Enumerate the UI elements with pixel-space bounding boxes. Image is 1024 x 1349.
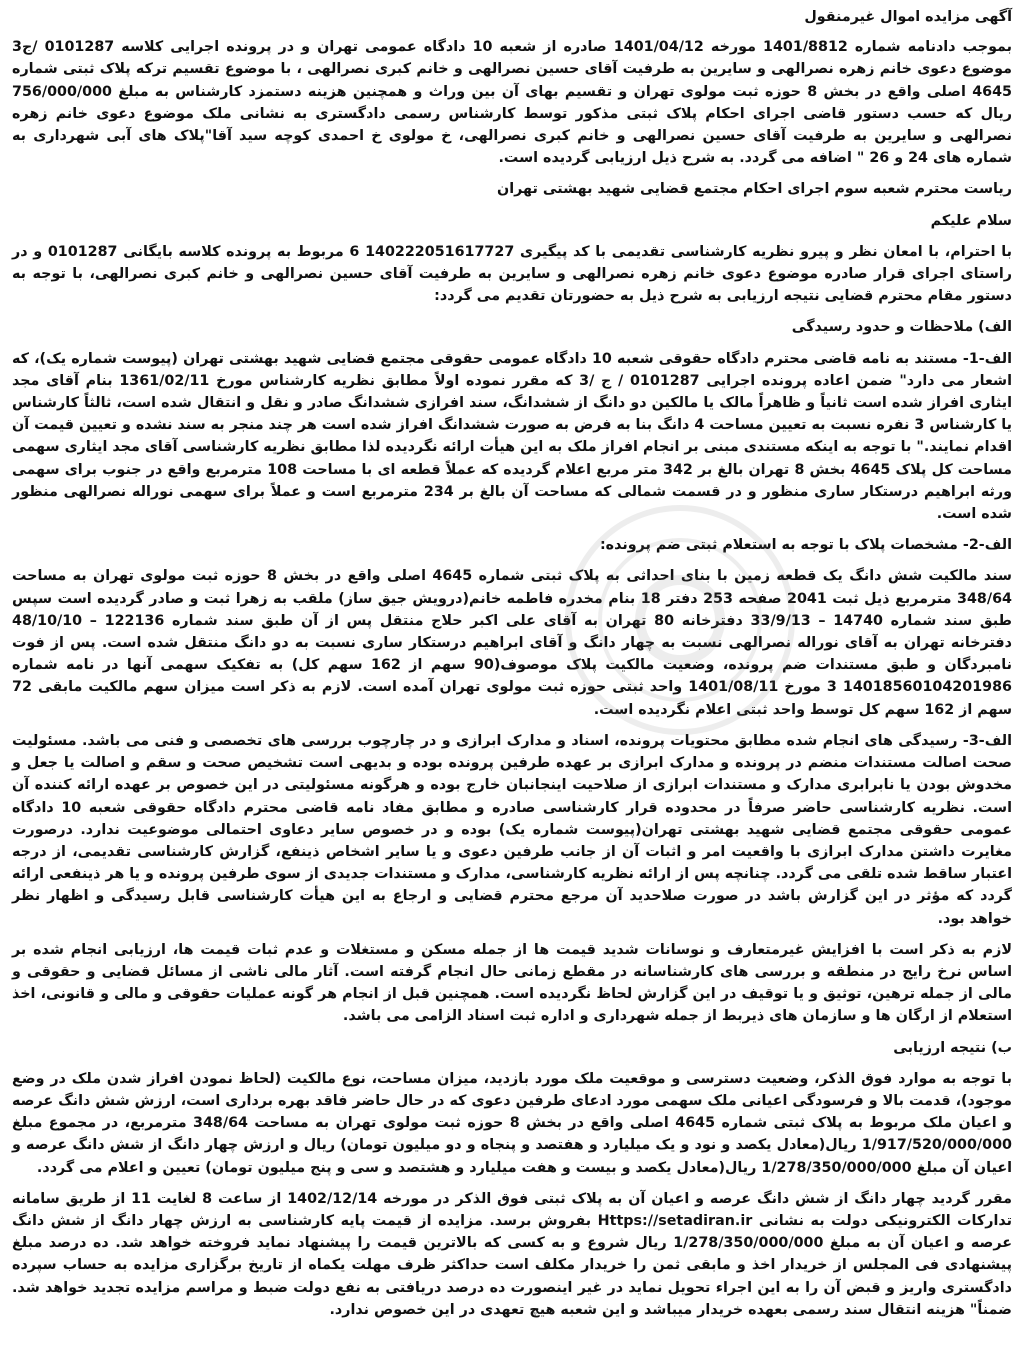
closing-paragraph: مقرر گردید چهار دانگ از شش دانگ عرصه و اعیان آن به پلاک ثبتی فوق الذکر در مورخه 1402/12/14 از ساعت 8 لغایت 11 از طریق سامانه تدارکات الکترونیکی دولت به نشانی Https://setadiran.ir بفروش برسد. مزایده از قیمت پایه کارشناسی به ارزش چهار دانگ از شش دانگ عرصه و اعیان آن به مبلغ 1/278/350/000/000 ریال شروع و به کسی که بالاترین قیمت را پیشنهاد نماید فروخته خواهد شد. ده درصد مبلغ پیشنهادی فی المجلس از خریدار اخذ و مابقی ثمن را خریدار مکلف است حداکثر ظرف مهلت یکماه از تاریخ برگزاری مزایده به حساب سپرده دادگستری واریز و قبض آن را به این اجراء تحویل نماید در غیر اینصورت ده درصد دریافتی به نفع دولت ضبط و مراسم مزایده تجدید خواهد شد. ضمناً" هزینه انتقال سند رسمی بعهده خریدار میباشد و این شعبه هیچ تعهدی در این خصوص ندارد. [12,1190,1013,1318]
intro-paragraph: بموجب دادنامه شماره 1401/8812 مورخه 1401/04/12 صادره از شعبه 10 دادگاه عمومی تهران و در پرونده اجرایی کلاسه 0101287 /ج3 موضوع دعوی خانم زهره نصرالهی و سایرین به طرفیت آقای حسین نصرالهی و خانم کبری نصرالهی ، با موضوع تقسیم ترکه پلاک ثبتی شماره 4645 اصلی واقع در بخش 8 حوزه ثبت مولوی تهران و تقسیم بهای آن بین وراث و همچنین هزینه دستمزد کارشناس به مبلغ 756/000/000 ریال که حسب دستور قاضی اجرای احکام پلاک ثبتی مذکور توسط کارشناس رسمی دادگستری به نشانی ملک موضوع دعوی خانم زهره نصرالهی و سایرین به طرفیت آقای حسین نصرالهی و خانم کبری نصرالهی، خ مولوی خ احمدی کوچه سید آقا"پلاک های آبی شهرداری به شماره های 24 و 26 " اضافه می گردد. به شرح ذیل ارزیابی گردیده است. [12,39,1012,167]
addressee-line: ریاست محترم شعبه سوم اجرای احکام مجتمع قضایی شهید بهشتی تهران [497,181,1012,198]
greeting-line: سلام علیکم [930,212,1012,229]
section-a2-heading: الف-2- مشخصات پلاک با توجه به استعلام ثبتی ضم پرونده: [599,537,1012,554]
auction-notice-document [12,6,1012,1343]
note-paragraph: لازم به ذکر است با افزایش غیرمتعارف و نوسانات شدید قیمت ها از جمله مسکن و مستغلات و عدم ثبات قیمت ها، ارزیابی انجام شده بر اساس نرخ رایج در منطقه و بررسی های کارشناسانه در مقطع زمانی حال انجام گرفته است. آثار مالی ناشی از مسائل قضایی و حقوقی و مالی از جمله ترهین، توثیق و یا توقیف در این گزارش لحاظ نگردیده است. همچنین قبل از انجام هر گونه عملیات حقوقی و مالی و قانونی، اخذ استعلام از ارگان ها و سازمان های ذیربط از جمله شهرداری و اداره ثبت اسناد الزامی می باشد. [12,941,1012,1025]
section-b-paragraph: با توجه به موارد فوق الذکر، وضعیت دسترسی و موقعیت ملک مورد بازدید، میزان مساحت، نوع مالکیت (لحاظ نمودن افراز شدن ملک در وضع موجود)، قدمت بالا و فرسودگی اعیانی ملک سهمی مورد ادعای طرفین دعوی که در حال حاضر فاقد بهره برداری است، ارزش شش دانگ عرصه و اعیان ملک مربوط به پلاک ثبتی شماره 4645 اصلی واقع در بخش 8 حوزه ثبت مولوی تهران به مساحت 348/64 مترمربع، در مجموع مبلغ 1/917/520/000/000 ریال(معادل یکصد و نود و یک میلیارد و هفتصد و پنجاه و دو میلیون تومان) ریال و ارزش چهار دانگ از شش دانگ عرصه و اعیان آن مبلغ 1/278/350/000/000 ریال(معادل یکصد و بیست و هفت میلیارد و هشتصد و سی و پنج میلیون تومان) تعیین و اعلام می گردد. [12,1070,1012,1176]
preamble-paragraph: با احترام، با امعان نظر و پیرو نظریه کارشناسی تقدیمی با کد پیگیری 140222051617727 6 مربوط به پرونده کلاسه بایگانی 0101287 و در راستای اجرای قرار صادره موضوع دعوی خانم زهره نصرالهی و سایرین به طرفیت آقای حسین نصرالهی و خانم کبری نصرالهی، با توجه به دستور مقام محترم قضایی نتیجه ارزیابی به شرح ذیل به حضورتان تقدیم می گردد: [12,243,1012,305]
section-a3-paragraph: الف-3- رسیدگی های انجام شده مطابق محتویات پرونده، اسناد و مدارک ابرازی و در چارچوب بررسی های تخصصی و فنی می باشد. مسئولیت صحت اصالت مستندات منضم در پرونده و مدارک ابرازی بر عهده طرفین پرونده بوده و بدیهی است تشخیص صحت و سقم و اصالت یا جعل و مخدوش بودن یا نابرابری مدارک و مستندات ابرازی از صلاحیت اینجانبان خارج بوده و هرگونه مسئولیتی در این خصوص بر عهده ارائه کننده آن است. نظریه کارشناسی حاضر صرفاً در محدوده قرار کارشناسی صادره و مطابق مفاد نامه قاضی محترم دادگاه حقوقی شعبه 10 دادگاه عمومی حقوقی مجتمع قضایی شهید بهشتی تهران(پیوست شماره یک) بوده و در خصوص سایر دعاوی احتمالی موضوعیت ندارد. درصورت مغایرت داشتن مدارک ابرازی با واقعیت امر و اثبات آن از جانب طرفین دعوی و یا سایر اشخاص ذینفع، گزارش کارشناسی تقدیمی، از درجه اعتبار ساقط شده تلقی می گردد. چنانچه پس از ارائه نظریه کارشناسی، مدارک و مستندات جدیدی از سوی طرفین پرونده و یا هر ذینفعی ارائه گردد که مؤثر در این گزارش باشد در صورت صلاحدید آن مرجع محترم قضایی و ارجاع به این هیأت کارشناسی قابل رسیدگی و اظهار نظر خواهد بود. [12,732,1012,927]
section-b-heading: ب) نتیجه ارزیابی [893,1039,1012,1056]
section-a2-paragraph: سند مالکیت شش دانگ یک قطعه زمین با بنای احداثی به پلاک ثبتی شماره 4645 اصلی واقع در بخش 8 حوزه ثبت مولوی تهران به مساحت 348/64 مترمربع ذیل ثبت 2041 صفحه 253 دفتر 18 بنام مخدره فاطمه خانم(درویش جیق ساز) ملقب به زهرا ثبت و صادر گردیده است سپس طبق سند شماره 14740 – 33/9/13 دفترخانه 80 تهران به آقای علی اکبر حلاج منتقل پس از آن طبق سند شماره 122136 – 48/10/10 دفترخانه تهران به آقای نوراله نصرالهی نسبت به چهار دانگ و آقای ابراهیم درستکار ساری نسبت به دو دانگ منتقل شده است. پس از فوت نامبردگان و طبق مستندات ضم پرونده، وضعیت مالکیت پلاک موصوف(90 سهم از 162 سهم کل) به تفکیک سهمی آنها در نامه شماره 14018560104201986 3 مورخ 1401/08/11 واحد ثبتی حوزه ثبت مولوی تهران آمده است. لازم به ذکر است میزان سهم مالکیت مابقی 72 سهم از 162 سهم کل توسط واحد ثبتی اعلام نگردیده است. [12,568,1013,718]
section-a1-paragraph: الف-1- مستند به نامه قاضی محترم دادگاه حقوقی شعبه 10 دادگاه عمومی حقوقی مجتمع قضایی شهید بهشتی تهران (پیوست شماره یک)، که اشعار می دارد" ضمن اعاده پرونده اجرایی 0101287 / ج /3 که مقرر نموده اولاً مطابق نظریه کارشناس مورخ 1361/02/11 بنام آقای مجد ایثاری افراز شده است ثانیاً و ظاهراً مالک یا مالکین دو دانگ از ششدانگ، سند افرازی ششدانگ صادر و نقل و انتقال شده است، ثالثاً کارشناس یا کارشناس 3 نفره نسبت به تعیین مساحت 4 دانگ بنا به فرض به صورت ششدانگ افراز شده است هر چند منجر به سند نشده و تعیین قیمت آن اقدام نمایند." با توجه به اینکه مستندی مبنی بر انجام افراز ملک به این هیأت ارائه نگردیده لذا مطابق نظریه کارشناسی آقای مجد ایثاری سهمی مساحت کل پلاک 4645 بخش 8 تهران بالغ بر 342 متر مربع اعلام گردیده که عملاً قطعه ای با مساحت 108 مترمربع واقع در جنوب برای سهمی ورثه ابراهیم درستکار ساری منظور و در قسمت شمالی که مساحت آن بالغ بر 234 مترمربع است و عملاً برای سهمی نوراله نصرالهی منظور شده است. [12,350,1013,523]
section-a-heading: الف) ملاحظات و حدود رسیدگی [791,319,1012,336]
notice-title: آگهی مزایده اموال غیرمنقول [804,9,1012,25]
